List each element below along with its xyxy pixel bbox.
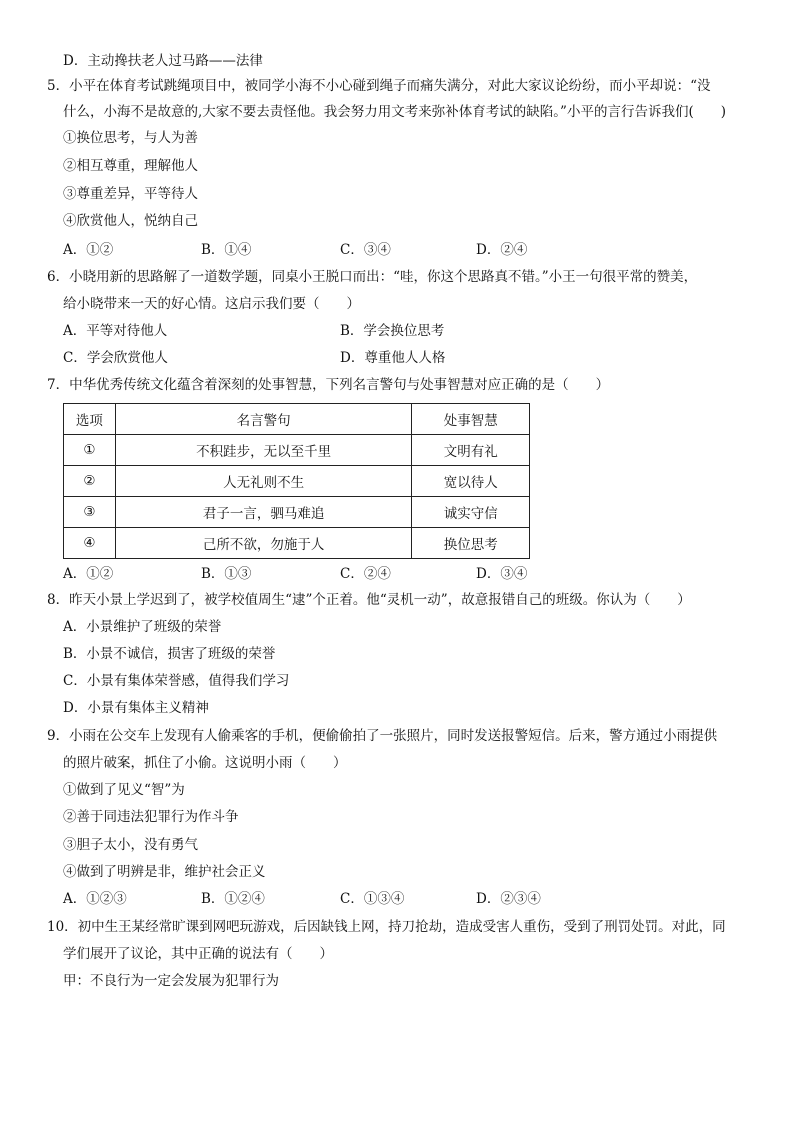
q6-option-a[interactable]: A．平等对待他人 xyxy=(63,323,168,339)
table-cell-quote: 己所不欲，勿施于人 xyxy=(115,528,412,559)
q9-option-d[interactable]: D．②③④ xyxy=(476,891,541,907)
q10-stem-line1: 10．初中生王某经常旷课到网吧玩游戏，后因缺钱上网，持刀抢劫，造成受害人重伤，受到了刑罚处罚。对此，同 xyxy=(47,919,726,935)
table-row xyxy=(64,435,530,466)
q5-option-c[interactable]: C．③④ xyxy=(340,242,391,258)
q5-statement-4: ④欣赏他人，悦纳自己 xyxy=(63,213,198,229)
q5-stem-line2: 什么，小海不是故意的,大家不要去责怪他。我会努力用文考来弥补体育考试的缺陷。”小平的言行告诉我们( ) xyxy=(63,104,726,120)
q6-stem-line1: 6．小晓用新的思路解了一道数学题，同桌小王脱口而出：“哇，你这个思路真不错。”小王一句很平常的赞美， xyxy=(47,269,698,285)
table-cell-option: ③ xyxy=(64,497,116,528)
table-cell-wisdom: 宽以待人 xyxy=(412,466,530,497)
q9-option-a[interactable]: A．①②③ xyxy=(63,891,127,907)
q5-statement-2: ②相互尊重，理解他人 xyxy=(63,158,198,174)
q6-option-d[interactable]: D．尊重他人人格 xyxy=(340,350,446,366)
q9-stem-line2: 的照片破案，抓住了小偷。这说明小雨（ ） xyxy=(63,755,347,771)
q5-statement-1: ①换位思考，与人为善 xyxy=(63,130,198,146)
q10-statement-jia: 甲：不良行为一定会发展为犯罪行为 xyxy=(63,973,279,989)
q6-stem-line2: 给小晓带来一天的好心情。这启示我们要（ ） xyxy=(63,296,360,312)
q7-option-d[interactable]: D．③④ xyxy=(476,566,528,582)
q9-statement-1: ①做到了见义“智”为 xyxy=(63,782,185,798)
q7-option-b[interactable]: B．①③ xyxy=(201,566,252,582)
q7-option-a[interactable]: A．①② xyxy=(63,566,114,582)
q8-option-d[interactable]: D．小景有集体主义精神 xyxy=(63,700,209,716)
q9-statement-2: ②善于同违法犯罪行为作斗争 xyxy=(63,809,239,825)
q6-option-c[interactable]: C．学会欣赏他人 xyxy=(63,350,168,366)
table-header-wisdom: 处事智慧 xyxy=(412,404,530,435)
table-cell-wisdom: 文明有礼 xyxy=(412,435,530,466)
table-row xyxy=(64,528,530,559)
q9-statement-3: ③胆子太小，没有勇气 xyxy=(63,837,198,853)
table-cell-wisdom: 换位思考 xyxy=(412,528,530,559)
q10-stem-line2: 学们展开了议论，其中正确的说法有（ ） xyxy=(63,946,333,962)
table-header-quote: 名言警句 xyxy=(115,404,412,435)
q8-stem: 8．昨天小景上学迟到了，被学校值周生“逮”个正着。他“灵机一动”，故意报错自己的班级。你认为（ ） xyxy=(47,592,691,608)
table-cell-wisdom: 诚实守信 xyxy=(412,497,530,528)
table-header-option: 选项 xyxy=(64,404,116,435)
q7-option-c[interactable]: C．②④ xyxy=(340,566,391,582)
q5-stem-line1: 5．小平在体育考试跳绳项目中，被同学小海不小心碰到绳子而痛失满分，对此大家议论纷纷，而小平却说：“没 xyxy=(47,78,711,94)
q5-option-a[interactable]: A．①② xyxy=(63,242,114,258)
q5-option-d[interactable]: D．②④ xyxy=(476,242,528,258)
table-cell-quote: 不积跬步，无以至千里 xyxy=(115,435,412,466)
q8-option-b[interactable]: B．小景不诚信，损害了班级的荣誉 xyxy=(63,646,276,662)
q8-option-c[interactable]: C．小景有集体荣誉感，值得我们学习 xyxy=(63,673,290,689)
q9-stem-line1: 9．小雨在公交车上发现有人偷乘客的手机，便偷偷拍了一张照片，同时发送报警短信。后来，警方通过小雨提供 xyxy=(47,728,718,744)
table-row xyxy=(64,497,530,528)
q5-option-b[interactable]: B．①④ xyxy=(201,242,252,258)
q8-option-a[interactable]: A．小景维护了班级的荣誉 xyxy=(63,619,222,635)
q4-option-d: D．主动搀扶老人过马路——法律 xyxy=(63,53,263,69)
q7-table xyxy=(63,403,530,559)
table-cell-quote: 君子一言，驷马难追 xyxy=(115,497,412,528)
q9-option-c[interactable]: C．①③④ xyxy=(340,891,405,907)
table-cell-quote: 人无礼则不生 xyxy=(115,466,412,497)
q9-option-b[interactable]: B．①②④ xyxy=(201,891,265,907)
q9-statement-4: ④做到了明辨是非，维护社会正义 xyxy=(63,864,266,880)
table-cell-option: ② xyxy=(64,466,116,497)
table-row xyxy=(64,466,530,497)
table-cell-option: ① xyxy=(64,435,116,466)
q5-statement-3: ③尊重差异，平等待人 xyxy=(63,186,198,202)
table-header-row xyxy=(64,404,530,435)
q7-stem: 7．中华优秀传统文化蕴含着深刻的处事智慧，下列名言警句与处事智慧对应正确的是（ ） xyxy=(47,377,610,393)
q6-option-b[interactable]: B．学会换位思考 xyxy=(340,323,445,339)
table-cell-option: ④ xyxy=(64,528,116,559)
